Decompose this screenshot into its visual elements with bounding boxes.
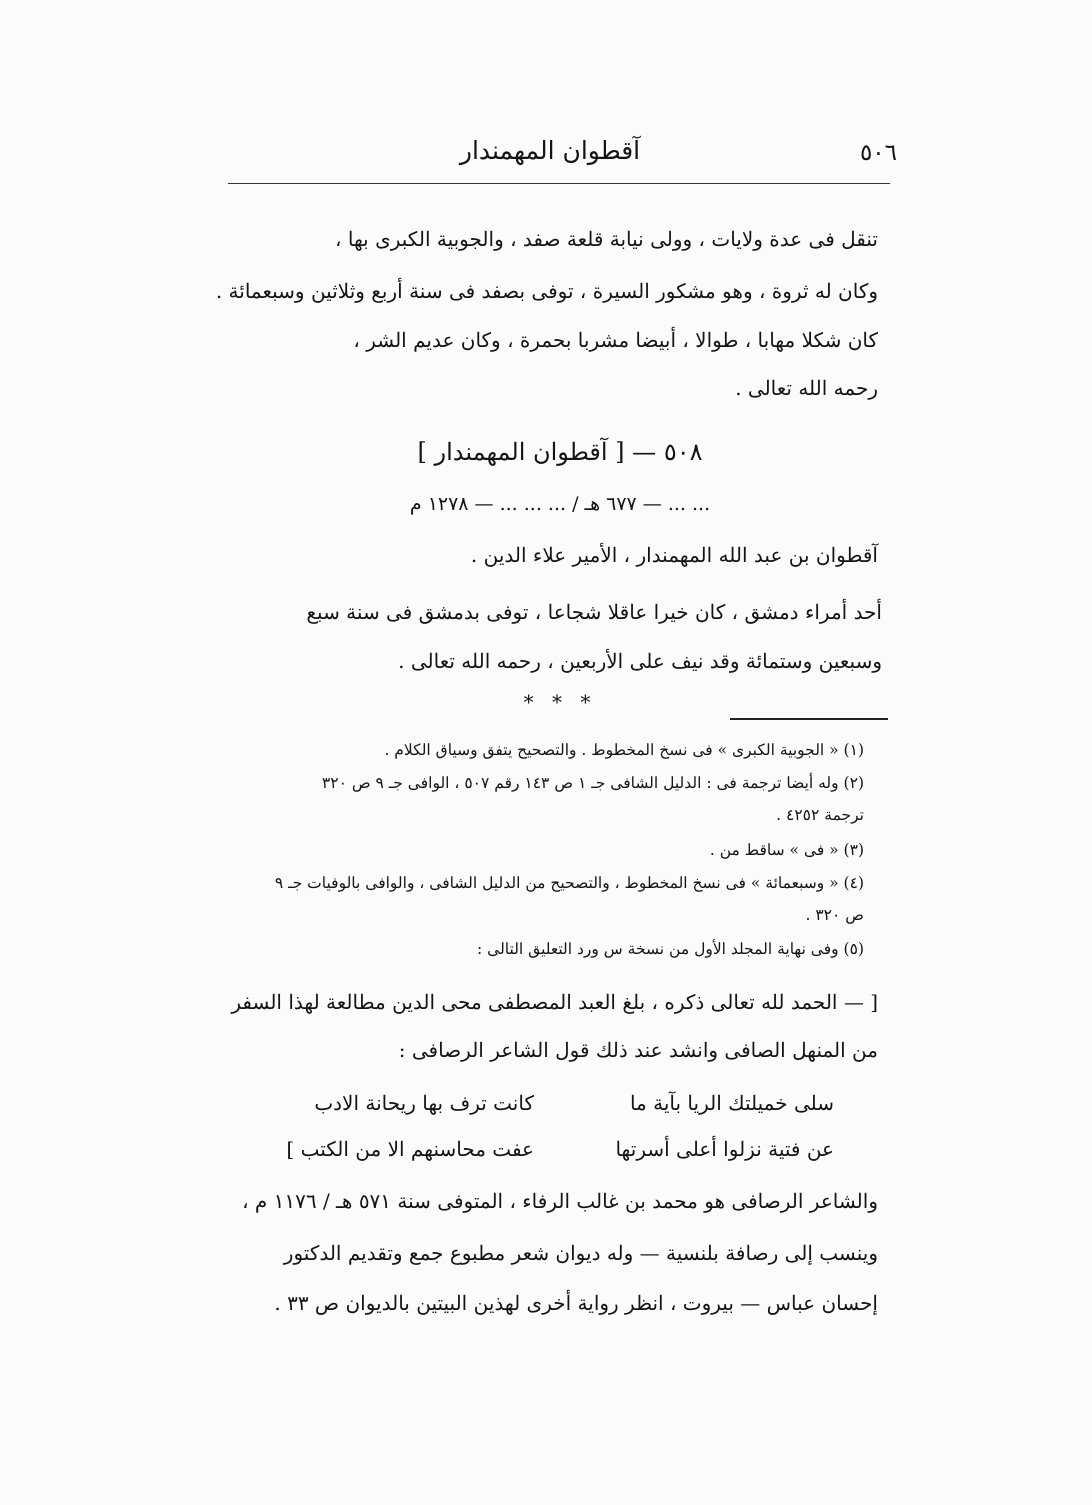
entry-name: [ آقطوان المهمندار ] xyxy=(417,438,625,466)
running-title: آقطوان المهمندار xyxy=(459,136,641,165)
verse-hemistich-left: عفت محاسنهم الا من الكتب ] xyxy=(286,1137,534,1161)
footnote: (٤) « وسبعمائة » فى نسخ المخطوط ، والتصحيح من الدليل الشافى ، والوافى بالوفيات جـ ٩ xyxy=(274,874,864,892)
footnote: (٢) وله أيضا ترجمة فى : الدليل الشافى جـ ١ ص ١٤٣ رقم ٥٠٧ ، الوافى جـ ٩ ص ٣٢٠ xyxy=(321,774,864,792)
footnote-divider xyxy=(730,718,888,720)
text-line: تنقل فى عدة ولايات ، وولى نيابة قلعة صفد ، والجوبية الكبرى بها ، xyxy=(335,227,878,251)
text-line: أحد أمراء دمشق ، كان خيرا عاقلا شجاعا ، توفى بدمشق فى سنة سبع xyxy=(306,600,882,624)
entry-dash: — xyxy=(632,438,657,466)
text-line: من المنهل الصافى وانشد عند ذلك قول الشاعر الرصافى : xyxy=(398,1038,878,1062)
footnote: (١) « الجوبية الكبرى » فى نسخ المخطوط . والتصحيح يتفق وسياق الكلام . xyxy=(384,741,864,759)
text-line: وسبعين وستمائة وقد نيف على الأربعين ، رحمه الله تعالى . xyxy=(398,649,882,673)
footnote-continuation: ص ٣٢٠ . xyxy=(805,906,864,924)
text-line: [ — الحمد لله تعالى ذكره ، بلغ العبد المصطفى محى الدين مطالعة لهذا السفر xyxy=(231,990,878,1014)
verse-hemistich-right: سلى خميلتك الريا بآية ما xyxy=(629,1091,834,1115)
text-line: وينسب إلى رصافة بلنسية — وله ديوان شعر مطبوع جمع وتقديم الدكتور xyxy=(283,1241,878,1265)
section-separator: * * * xyxy=(523,690,597,714)
entry-dates: ... ... — ٦٧٧ هـ / ... ... ... — ١٢٧٨ م xyxy=(409,493,711,515)
text-line: والشاعر الرصافى هو محمد بن غالب الرفاء ، المتوفى سنة ٥٧١ هـ / ١١٧٦ م ، xyxy=(242,1189,878,1213)
verse-hemistich-left: كانت ترف بها ريحانة الادب xyxy=(314,1091,534,1115)
entry-number: ٥٠٨ xyxy=(663,438,703,466)
header-divider xyxy=(228,183,890,184)
entry-heading xyxy=(380,438,740,466)
footnote-continuation: ترجمة ٤٢٥٢ . xyxy=(776,806,864,824)
verse-hemistich-right: عن فتية نزلوا أعلى أسرتها xyxy=(615,1137,834,1161)
text-line: آقطوان بن عبد الله المهمندار ، الأمير علاء الدين . xyxy=(470,543,878,567)
page-number: ٥٠٦ xyxy=(859,140,897,166)
text-line: رحمه الله تعالى . xyxy=(735,376,878,400)
text-line: وكان له ثروة ، وهو مشكور السيرة ، توفى بصفد فى سنة أربع وثلاثين وسبعمائة . xyxy=(215,279,878,303)
footnote: (٣) « فى » ساقط من . xyxy=(709,841,864,859)
text-line: كان شكلا مهابا ، طوالا ، أبيضا مشربا بحمرة ، وكان عديم الشر ، xyxy=(353,328,878,352)
footnote: (٥) وفى نهاية المجلد الأول من نسخة س ورد التعليق التالى : xyxy=(477,940,864,958)
text-line: إحسان عباس — بيروت ، انظر رواية أخرى لهذين البيتين بالديوان ص ٣٣ . xyxy=(274,1291,878,1315)
